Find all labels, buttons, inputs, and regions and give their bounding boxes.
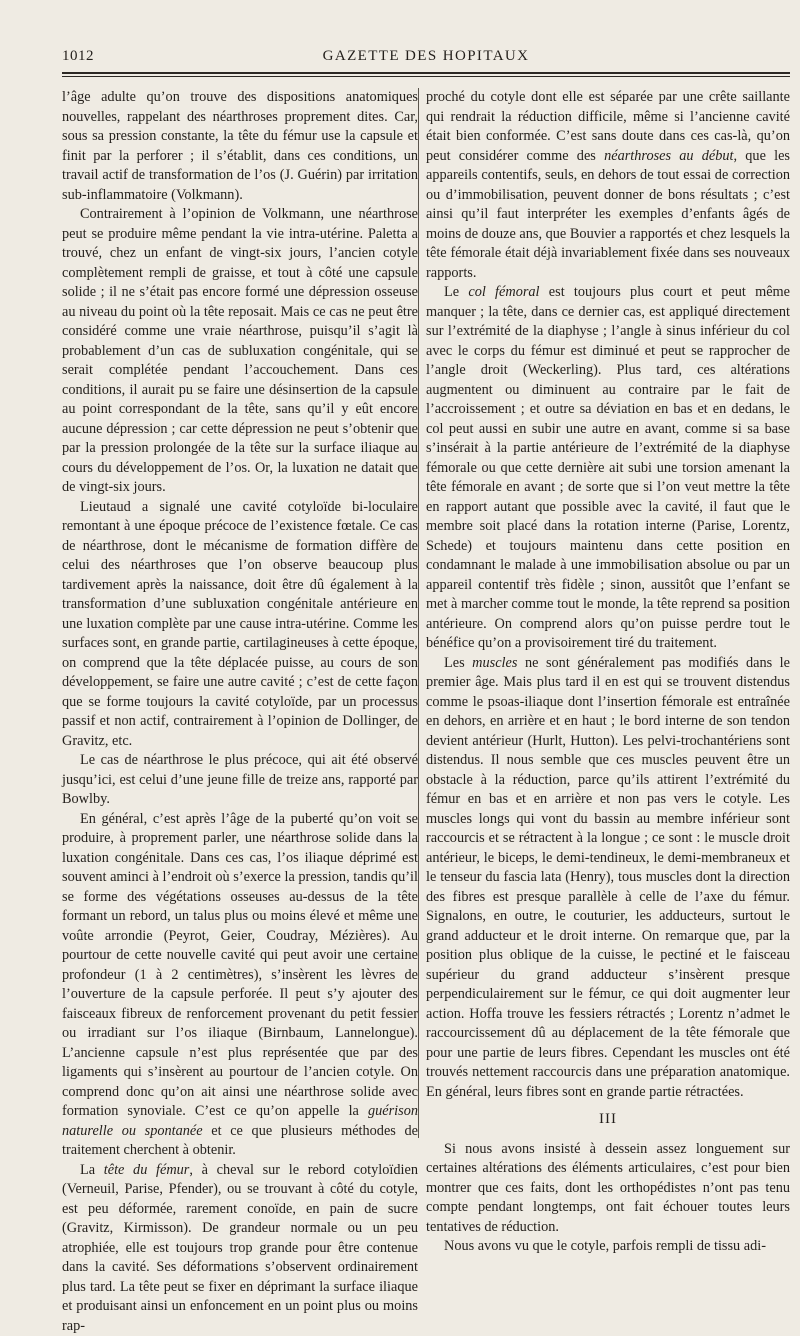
paragraph	[426, 283, 790, 654]
paragraph: Si nous avons insisté à dessein assez longuement sur certaines altérations des éléments articulaires, c’est pour bien montrer que ces faits, dont les orthopédistes n’ont pas tenu compte pendant longtemps, ont fait échouer toutes leurs tentatives de réduction.	[426, 1140, 790, 1238]
left-column	[62, 88, 418, 1138]
paragraph: l’âge adulte qu’on trouve des dispositions anatomiques nouvelles, rappelant des néarthroses proprement dites. Car, sous sa pression constante, la tête du fémur use la capsule et finit par la perforer ; il s’établit, dans ces conditions, un travail actif de transformation de l’os (J. Guérin) par irritation sub-inflammatoire (Volkmann).	[62, 88, 418, 205]
paragraph-text: , que les appareils contentifs, seuls, en dehors de tout essai de correction ou d’immobilisation, peuvent donner de bons résultats ; c’est ainsi qu’il faut interpréter les exemples d’enfants âgés de moins de douze ans, que Bouvier a rapportés et chez lesquels la tête fémorale était déjà invariablement fixée dans ses nouveaux rapports.	[426, 148, 790, 281]
paragraph-text: En général, c’est après l’âge de la puberté qu’on voit se produire, à proprement parler, une néarthrose solide dans la luxation congénitale. Dans ces cas, l’os iliaque déprimé est souvent aminci à l’endroit où s’exerce la pression, tandis qu’il se forme des végétations osseuses au-dessus de la tête formant un rebord, un talus plus ou moins élevé et même une voûte arrondie (Peyrot, Geier, Coudray, Mézières). Au pourtour de cette nouvelle cavité qui peut avoir une certaine profondeur (1 à 2 centimètres), s’insèrent les lèvres de l’ouverture de la capsule perforée. Il peut s’y ajouter des faisceaux fibreux de renforcement provenant du petit fessier ou irradiant sur l’os iliaque (Birnbaum, Lannelongue). L’ancienne capsule n’est plus représentée que par des ligaments qui s’insèrent au pourtour de l’ancien cotyle. On comprend donc qu’on ait ainsi une néarthrose solide avec formation synoviale. C’est ce qu’on appelle la	[62, 811, 418, 1120]
paragraph	[426, 88, 790, 283]
paragraph-text: ne sont généralement pas modifiés dans le premier âge. Mais plus tard il en est qui se trouvent distendus comme le psoas-iliaque dont l’insertion fémorale est entraînée en dehors, en arrière et en haut ; le bord interne de son tendon devient antérieur (Hurlt, Hutton). Les pelvi-trochantériens sont distendus. Il nous semble que ces muscles peuvent être un obstacle à la réduction, parce qu’ils attirent l’extrémité du fémur en bas et en arrière et non pas vers le cotyle. Les muscles longs qui vont du bassin au membre inférieur sont raccourcis et se rétractent à la longue ; ce sont : le muscle droit antérieur, le biceps, le demi-tendineux, le demi-membraneux et le tenseur du fascia lata (Henry), tous muscles dont la direction des fibres est presque parallèle à celle de l’axe du fémur. Signalons, en outre, le couturier, les adducteurs, surtout le grand adducteur et le droit interne. On remarque que, par la position plus oblique de la cuisse, le pectiné et le faisceau supérieur du grand adducteur s’insèrent presque perpendiculairement sur le fémur, ce qui doit augmenter leur action. Hoffa trouve les fessiers rétractés ; Lorentz n’admet le raccourcissement dû au déplacement de la tête fémorale que pour une partie de leurs fibres. Cependant les muscles ont été trouvés nettement raccourcis dans une préparation anatomique. En général, leurs fibres sont en grande partie rétractées.	[426, 655, 790, 1100]
paragraph-text: La	[80, 1162, 95, 1178]
paragraph: Lieutaud a signalé une cavité cotyloïde bi-loculaire remontant à une époque précoce de l’existence fœtale. Ce cas de néarthrose, dont le mécanisme de formation diffère de celui des néarthroses que l’on observe beaucoup plus tardivement après la naissance, doit être dû également à la transformation d’une subluxation congénitale antérieure en une luxation complète par une cause intra-utérine. Comme les surfaces sont, en grande partie, cartilagineuses à cette époque, on comprend que la tête déplacée puisse, au cours de son développement, se faire une autre cavité ; c’est de cette façon que se forme toujours la cavité cotyloïde, par un processus passif et non actif, contrairement à l’opinion de Dollinger, de Gravitz, etc.	[62, 498, 418, 752]
italic-term: néarthroses au début	[604, 148, 733, 164]
italic-term: col fémoral	[468, 284, 539, 300]
right-column	[426, 88, 790, 1138]
paragraph	[62, 1161, 418, 1336]
paragraph-text: Les	[444, 655, 465, 671]
section-number: III	[426, 1110, 790, 1130]
running-title: GAZETTE DES HOPITAUX	[62, 48, 790, 65]
paragraph-text: et ce que plusieurs méthodes de traitement cherchent à obtenir.	[62, 1123, 418, 1159]
header-rule-thick	[62, 72, 790, 74]
paragraph: Nous avons vu que le cotyle, parfois rempli de tissu adi-	[426, 1237, 790, 1257]
italic-term: guérison naturelle ou spontanée	[62, 1103, 418, 1139]
page-header	[62, 46, 790, 68]
page-number: 1012	[62, 48, 94, 65]
paragraph: Le cas de néarthrose le plus précoce, qui ait été observé jusqu’ici, est celui d’une jeune fille de treize ans, rapporté par Bowlby.	[62, 751, 418, 810]
italic-term: tête du fémur	[104, 1162, 190, 1178]
paragraph-text: proché du cotyle dont elle est séparée par une crête saillante qui rendrait la réduction difficile, même si l’ancienne cavité était bien conformée. C’est sans doute dans ces cas-là, qu’on peut considérer comme des	[426, 89, 790, 164]
paragraph-text: , à cheval sur le rebord cotyloïdien (Verneuil, Parise, Pfender), ou se trouvant à côté du cotyle, est peu déformée, rarement conoïde, en pain de sucre (Gravitz, Kirmisson). De grandeur normale ou un peu atrophiée, elle est toujours trop grande pour être contenue dans la cavité. Ses déformations s’observent ordinairement plus tard. La tête peut se fixer en déprimant la surface iliaque et produisant ainsi un enfoncement en un point plus ou moins rap-	[62, 1162, 418, 1334]
paragraph-text: est toujours plus court et peut même manquer ; la tête, dans ce dernier cas, est appliqué directement sur l’extrémité de la diaphyse ; l’angle à sinus inférieur du col avec le corps du fémur est diminué et peut se rapprocher de l’angle droit (Weckerling). Plus tard, ces altérations augmentent ou diminuent au contraire par le fait de l’accroissement ; et outre sa déviation en bas et en dedans, le col peut aussi en subir une autre en avant, comme si sa base s’insérait à la partie antérieure de l’extrémité de la diaphyse fémorale ou que cette dernière ait subi une torsion amenant la tête fémorale en avant ; de sorte que si l’on veut mettre la tête en rapport autant que possible avec la cavité, il faut que le membre soit placé dans la rotation interne (Parise, Lorentz, Schede) et toujours maintenu dans cette position en condamnant le malade à une immobilisation absolue ou par un appareil contentif très fidèle ; sinon, aussitôt que l’enfant se met à marcher comme tout le monde, la tête reprend sa position antérieure. On comprend alors qu’on puisse perdre tout le bénéfice qu’on a provisoirement tiré du traitement.	[426, 284, 790, 651]
column-divider	[418, 88, 419, 1138]
paragraph: Contrairement à l’opinion de Volkmann, une néarthrose peut se produire même pendant la vie intra-utérine. Paletta a trouvé, chez un enfant de vingt-six jours, l’ancien cotyle complètement rempli de graisse, et tout à côté une capsule solide ; il ne s’était pas encore formé une dépression osseuse au niveau du point où la tête reposait. Mais ce cas ne peut être considéré comme une vraie néarthrose, puisqu’il s’agit là probablement d’un cas de subluxation congénitale, qui se serait complétée pendant l’accouchement. Dans ces conditions, il aurait pu se faire une désinsertion de la capsule au point correspondant de la tête, sans qu’il y eût encore aucune dépression ; car cette dépression ne peut s’obtenir que par la pression prolongée de la tête sur la surface iliaque au cours du développement de l’os. Or, la luxation ne datait que de vingt-six jours.	[62, 205, 418, 498]
paragraph	[426, 654, 790, 1103]
italic-term: muscles	[472, 655, 517, 671]
paragraph	[62, 810, 418, 1161]
header-rule-thin	[62, 76, 790, 77]
paragraph-text: Le	[444, 284, 459, 300]
